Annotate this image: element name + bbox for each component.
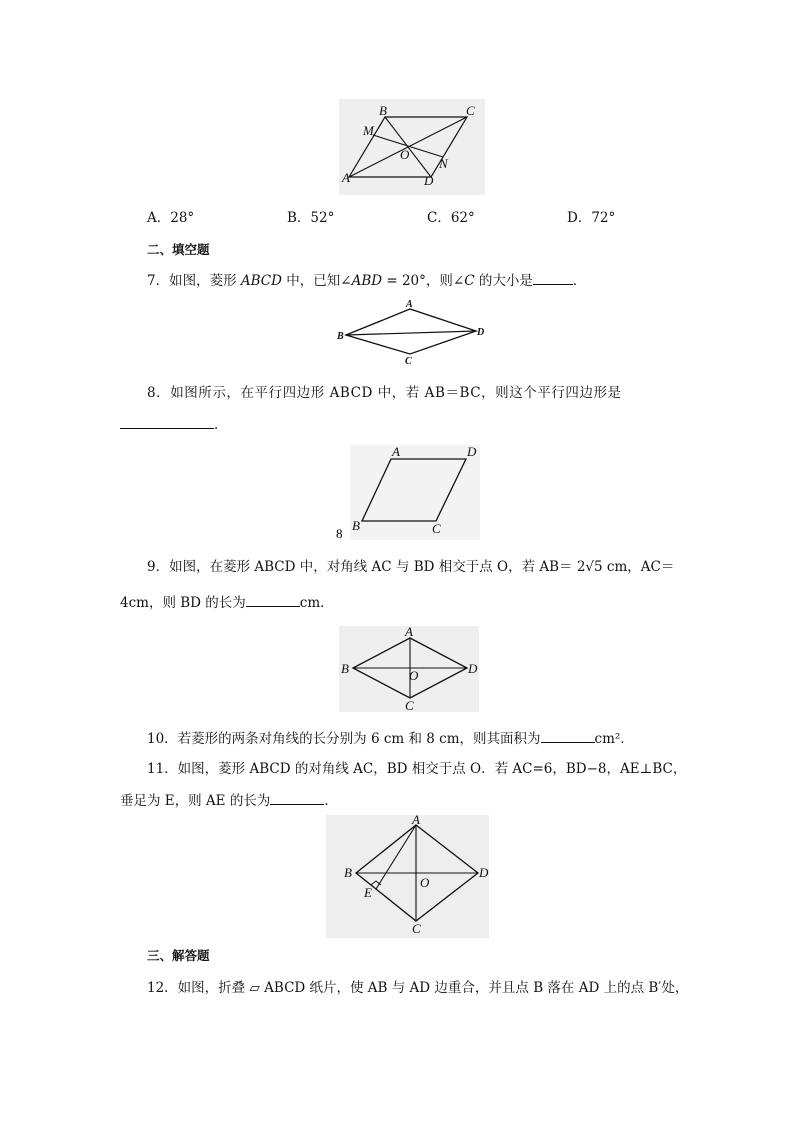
section-heading-fill-in: 二、填空题 (147, 242, 210, 257)
q8-label-b: B (352, 518, 360, 533)
question-9-line-1: 9．如图，在菱形 ABCD 中，对角线 AC 与 BD 相交于点 O，若 AB＝ 2√5 cm，AC＝ (147, 559, 675, 575)
q9-line-2-a: 4cm，则 BD 的长为 (120, 595, 246, 611)
q11-label-c: C (412, 921, 421, 936)
figure-q6-svg (339, 99, 485, 195)
q9-label-b: B (341, 661, 349, 676)
q8-label-d: D (467, 445, 477, 459)
q6-label-a: A (342, 170, 350, 185)
q7-label-c: C (405, 356, 412, 366)
q7-var-c: C (464, 273, 475, 289)
figure-q7-rhombus (334, 298, 490, 366)
option-a: A．28° (147, 210, 195, 226)
question-9-line-2 (120, 592, 334, 613)
q10-text-b: cm²． (594, 731, 634, 747)
q7-label-a: A (406, 299, 413, 310)
q7-text-c: = 20°，则∠ (382, 273, 465, 289)
option-b: B．52° (287, 210, 335, 226)
option-d: D．72° (567, 210, 616, 226)
q7-label-b: B (337, 331, 344, 342)
q11-altitude-ae (376, 825, 416, 889)
figure-q9-svg (339, 626, 479, 712)
q9-label-d: D (468, 661, 478, 676)
option-c: C．62° (427, 210, 475, 226)
figure-q8-svg (334, 445, 480, 540)
q11-line-2-b: ． (324, 793, 338, 809)
question-10 (147, 728, 634, 749)
q9-label-o: O (409, 668, 419, 683)
q11-label-b: B (344, 865, 352, 880)
q7-answer-blank[interactable] (533, 270, 573, 285)
q10-text-a: 10．若菱形的两条对角线的长分别为 6 cm 和 8 cm，则其面积为 (147, 731, 541, 747)
q6-label-c: C (466, 103, 475, 118)
q7-label-d: D (477, 327, 485, 338)
q7-text-d: 的大小是 (474, 273, 533, 289)
question-12-line-1: 12．如图，折叠 ▱ ABCD 纸片，使 AB 与 AD 边重合，并且点 B 落在 AD 上的点 B′处， (147, 980, 689, 996)
q8-label-c: C (432, 521, 441, 536)
q11-label-o: O (420, 875, 430, 890)
q6-label-b: B (379, 103, 387, 118)
figure-q11-svg (326, 815, 489, 938)
figure-q8-parallelogram (334, 445, 480, 540)
q8-label-a: A (392, 445, 400, 459)
q11-label-e: E (364, 885, 372, 900)
q11-label-a: A (412, 815, 420, 827)
q8-stray-number: 8 (336, 526, 343, 540)
q11-label-d: D (479, 865, 489, 880)
q11-line-2-a: 垂足为 E，则 AE 的长为 (120, 793, 271, 809)
q6-label-d: D (424, 173, 434, 188)
question-8-line-1: 8．如图所示，在平行四边形 ABCD 中，若 AB＝BC，则这个平行四边形是 (147, 385, 622, 401)
q9-answer-blank[interactable] (246, 592, 300, 607)
q8-line-2-end: ． (214, 417, 228, 433)
q9-label-a: A (405, 626, 413, 639)
figure-q7-svg (334, 298, 490, 366)
question-11-line-1: 11．如图，菱形 ABCD 的对角线 AC，BD 相交于点 O．若 AC=6，BD−8，AE⊥BC， (147, 761, 687, 777)
section-heading-answer: 三、解答题 (147, 948, 210, 963)
q6-label-o: O (400, 147, 410, 162)
q7-var-abcd: ABCD (240, 273, 282, 289)
q9-label-c: C (405, 698, 414, 712)
q11-answer-blank[interactable] (270, 790, 324, 805)
q10-answer-blank[interactable] (541, 728, 595, 743)
q7-text-e: ． (572, 273, 587, 289)
question-8-line-2 (120, 414, 228, 435)
q7-diagonal-bd (346, 331, 476, 335)
question-7 (147, 270, 586, 291)
question-11-line-2 (120, 790, 338, 811)
q8-answer-blank[interactable] (120, 414, 214, 429)
figure-q9-rhombus (339, 626, 479, 712)
q9-line-2-b: cm． (299, 595, 334, 611)
q6-label-n: N (439, 156, 448, 171)
q7-text-a: 7．如图，菱形 (147, 273, 241, 289)
q7-text-b: 中，已知∠ (281, 273, 352, 289)
figure-q6-parallelogram (339, 99, 485, 195)
q6-label-m: M (363, 123, 374, 138)
q7-var-abd: ABD (351, 273, 383, 289)
figure-q11-rhombus (326, 815, 489, 938)
